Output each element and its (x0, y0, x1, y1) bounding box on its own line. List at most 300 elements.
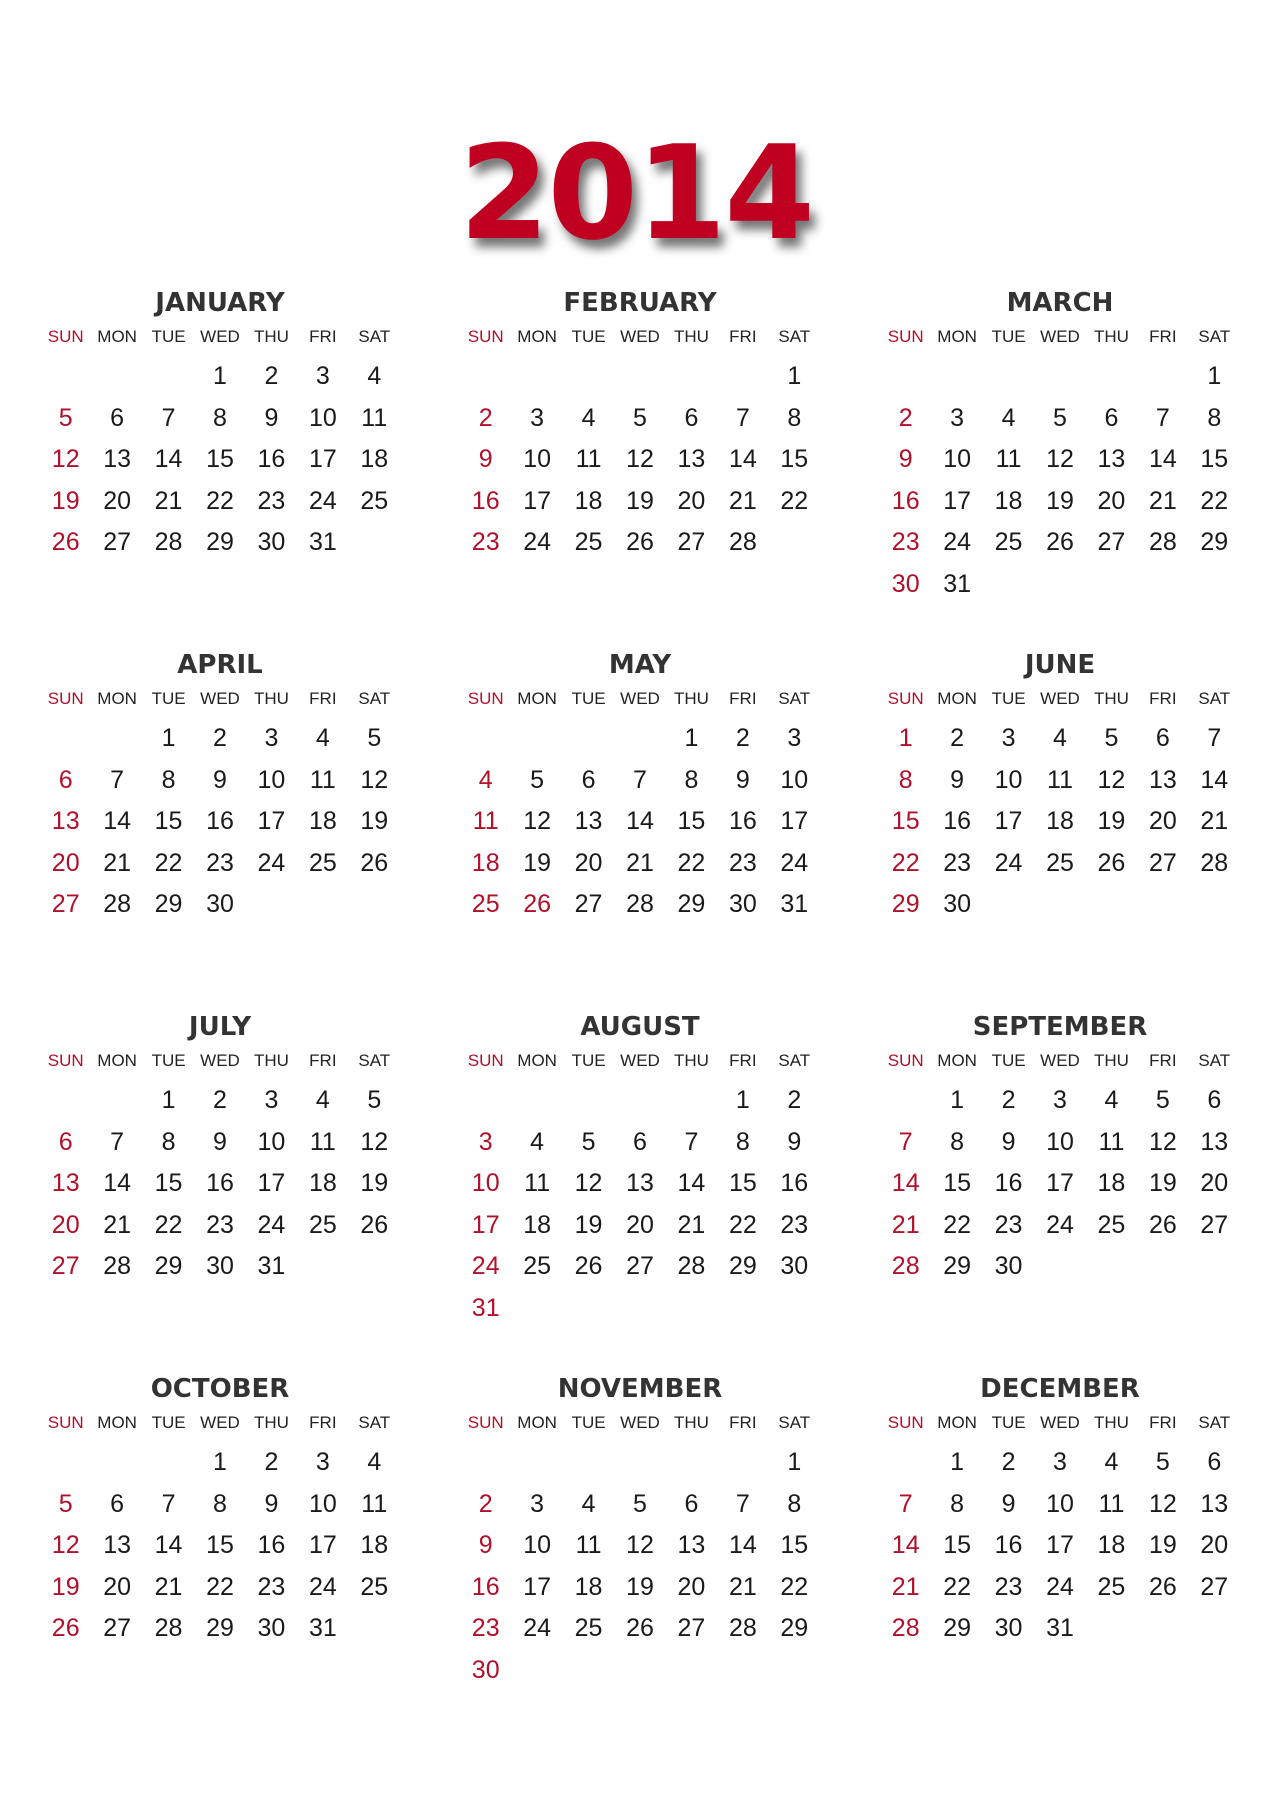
day-cell: 21 (891, 1572, 920, 1601)
weekday-header (460, 1408, 820, 1438)
day-cell: 15 (154, 807, 183, 835)
day-cell: 5 (633, 403, 647, 432)
day-cell: 10 (257, 1127, 286, 1156)
weekday-label: SUN (47, 327, 84, 346)
day-cell: 26 (1097, 848, 1126, 877)
day-cell: 11 (309, 765, 336, 794)
day-cell: 22 (728, 1210, 757, 1239)
weekday-label: MON (517, 1051, 557, 1070)
day-cell: 21 (1148, 486, 1177, 515)
day-cell: 24 (994, 848, 1023, 877)
day-cell: 27 (677, 528, 706, 556)
day-cell: 20 (1097, 486, 1126, 515)
day-cell: 15 (780, 445, 809, 473)
day-cell: 6 (1104, 403, 1119, 432)
weekday-label: MON (517, 1413, 557, 1432)
day-cell: 6 (684, 403, 699, 432)
weekday-label: WED (1040, 1051, 1080, 1070)
day-cell: 13 (1200, 1127, 1229, 1156)
day-cell: 6 (1207, 1448, 1222, 1476)
day-cell: 15 (780, 1531, 809, 1559)
day-cell: 2 (264, 1448, 279, 1476)
day-cell: 3 (315, 362, 330, 390)
day-cell: 25 (1097, 1572, 1126, 1601)
weekday-header (40, 1408, 400, 1438)
day-cell: 31 (257, 1252, 286, 1280)
day-cell: 20 (51, 1210, 80, 1239)
weekday-label: SUN (47, 1051, 84, 1070)
day-cell: 26 (1148, 1210, 1177, 1239)
day-cell: 24 (471, 1252, 500, 1280)
day-cell: 18 (308, 1169, 337, 1197)
day-cell: 27 (1200, 1210, 1229, 1239)
empty-cell (666, 1442, 717, 1484)
day-cell: 19 (1148, 1531, 1177, 1559)
day-cell: 17 (308, 445, 337, 473)
empty-cell (666, 356, 717, 398)
day-cell: 15 (677, 807, 706, 835)
day-cell: 5 (367, 724, 382, 752)
month-name: JANUARY (155, 288, 285, 318)
day-cell: 29 (154, 1252, 183, 1280)
day-cell: 18 (574, 1572, 603, 1601)
day-cell: 18 (360, 445, 389, 473)
day-cell: 21 (626, 848, 654, 877)
day-cell: 13 (103, 445, 132, 473)
day-cell: 2 (1001, 1086, 1016, 1114)
day-cell: 2 (898, 403, 913, 432)
day-cell: 24 (308, 486, 337, 515)
weekday-label: TUE (151, 1051, 186, 1070)
day-cell: 18 (994, 486, 1023, 515)
day-cell: 13 (574, 807, 603, 835)
day-cell: 16 (780, 1169, 809, 1197)
day-cell: 17 (308, 1531, 337, 1559)
weekday-label: WED (1040, 327, 1080, 346)
day-cell: 28 (891, 1252, 920, 1280)
day-cell: 2 (478, 403, 493, 432)
year-title: 2014 (459, 117, 813, 269)
day-cell: 9 (1001, 1127, 1016, 1156)
day-cell: 13 (626, 1169, 654, 1197)
empty-cell (511, 356, 562, 398)
day-cell: 17 (471, 1210, 500, 1239)
day-cell: 3 (315, 1448, 330, 1476)
day-cell: 11 (1098, 1489, 1125, 1518)
day-cell: 21 (891, 1210, 920, 1239)
day-cell: 16 (728, 807, 757, 835)
day-cell: 26 (360, 848, 389, 877)
weekday-label: TUE (991, 327, 1026, 346)
day-cell: 18 (360, 1531, 389, 1559)
weekday-label: SAT (358, 327, 391, 346)
day-cell: 22 (780, 1572, 809, 1601)
day-cell: 11 (361, 403, 388, 432)
day-cell: 8 (213, 1489, 227, 1518)
days-grid (40, 356, 400, 564)
day-cell: 17 (257, 807, 286, 835)
day-cell: 4 (1104, 1086, 1119, 1114)
day-cell: 5 (1155, 1086, 1170, 1114)
day-cell: 1 (787, 1448, 802, 1476)
day-cell: 14 (103, 1169, 132, 1197)
empty-cell (511, 1442, 562, 1484)
day-cell: 5 (367, 1086, 382, 1114)
day-cell: 25 (574, 528, 603, 556)
day-cell: 29 (206, 1614, 234, 1642)
weekday-label: THU (1093, 327, 1129, 346)
day-cell: 8 (898, 765, 913, 794)
day-cell: 6 (684, 1489, 699, 1518)
day-cell: 4 (315, 724, 330, 752)
month-june (880, 648, 1240, 1010)
day-cell: 27 (51, 1252, 80, 1280)
weekday-label: TUE (991, 1413, 1026, 1432)
day-cell: 8 (950, 1489, 965, 1518)
day-cell: 14 (1200, 765, 1229, 794)
day-cell: 16 (471, 1572, 500, 1601)
day-cell: 15 (206, 1531, 234, 1559)
day-cell: 5 (58, 1489, 73, 1518)
day-cell: 17 (780, 807, 809, 835)
day-cell: 1 (161, 1086, 176, 1114)
day-cell: 29 (1200, 528, 1229, 556)
day-cell: 26 (360, 1210, 389, 1239)
month-february (460, 286, 820, 648)
day-cell: 29 (891, 890, 920, 918)
days-grid (40, 1080, 400, 1288)
weekday-label: SAT (358, 689, 391, 708)
weekday-header (40, 684, 400, 714)
day-cell: 5 (1155, 1448, 1170, 1476)
day-cell: 29 (943, 1614, 972, 1642)
weekday-label: FRI (1149, 689, 1177, 708)
empty-cell (511, 1080, 562, 1122)
days-grid (880, 356, 1240, 605)
weekday-label: TUE (991, 689, 1026, 708)
month-december (880, 1372, 1240, 1734)
empty-cell (563, 1080, 614, 1122)
day-cell: 26 (523, 890, 552, 918)
day-cell: 14 (677, 1169, 706, 1197)
empty-cell (460, 1080, 511, 1122)
day-cell: 30 (891, 569, 920, 598)
day-cell: 30 (994, 1614, 1023, 1642)
weekday-label: MON (937, 327, 977, 346)
weekday-label: THU (253, 1051, 289, 1070)
month-name: MAY (608, 650, 672, 680)
day-cell: 22 (206, 1572, 234, 1601)
day-cell: 7 (1207, 724, 1222, 752)
day-cell: 13 (51, 807, 80, 835)
day-cell: 7 (898, 1127, 913, 1156)
day-cell: 12 (1148, 1127, 1177, 1156)
day-cell: 7 (684, 1127, 699, 1156)
weekday-label: MON (97, 1413, 137, 1432)
day-cell: 23 (257, 1572, 286, 1601)
weekday-label: TUE (571, 327, 606, 346)
day-cell: 15 (891, 807, 920, 835)
day-cell: 3 (530, 1489, 545, 1518)
day-cell: 1 (1207, 362, 1222, 390)
month-august (460, 1010, 820, 1372)
day-cell: 3 (950, 403, 965, 432)
day-cell: 8 (950, 1127, 965, 1156)
day-cell: 8 (684, 765, 699, 794)
day-cell: 17 (523, 1572, 552, 1601)
day-cell: 14 (103, 807, 132, 835)
day-cell: 2 (264, 362, 279, 390)
day-cell: 4 (1001, 403, 1016, 432)
day-cell: 22 (891, 848, 920, 877)
day-cell: 1 (161, 724, 176, 752)
weekday-label: WED (620, 689, 660, 708)
day-cell: 8 (787, 1489, 802, 1518)
day-cell: 23 (994, 1210, 1023, 1239)
day-cell: 27 (51, 890, 80, 918)
day-cell: 5 (1104, 724, 1119, 752)
day-cell: 18 (308, 807, 337, 835)
empty-cell (511, 718, 562, 760)
day-cell: 20 (574, 848, 603, 877)
weekday-label: SAT (1198, 1413, 1231, 1432)
day-cell: 10 (1046, 1127, 1074, 1156)
day-cell: 6 (58, 765, 73, 794)
day-cell: 1 (213, 1448, 227, 1476)
day-cell: 9 (478, 445, 493, 473)
day-cell: 27 (103, 1614, 132, 1642)
day-cell: 7 (110, 1127, 125, 1156)
day-cell: 4 (367, 1448, 382, 1476)
day-cell: 20 (51, 848, 80, 877)
day-cell: 17 (943, 486, 972, 515)
day-cell: 23 (471, 528, 500, 556)
day-cell: 23 (471, 1614, 500, 1642)
day-cell: 13 (677, 1531, 706, 1559)
day-cell: 19 (574, 1210, 603, 1239)
day-cell: 5 (530, 765, 545, 794)
day-cell: 15 (943, 1531, 972, 1559)
day-cell: 24 (523, 528, 552, 556)
day-cell: 23 (257, 486, 286, 515)
day-cell: 12 (1046, 445, 1074, 473)
weekday-label: FRI (1149, 327, 1177, 346)
day-cell: 23 (728, 848, 757, 877)
day-cell: 9 (950, 765, 965, 794)
day-cell: 11 (995, 445, 1022, 473)
day-cell: 26 (1148, 1572, 1177, 1601)
day-cell: 24 (780, 848, 809, 877)
day-cell: 8 (1207, 403, 1222, 432)
day-cell: 28 (626, 890, 654, 918)
day-cell: 8 (213, 403, 227, 432)
day-cell: 19 (51, 1572, 80, 1601)
weekday-label: MON (97, 1051, 137, 1070)
day-cell: 23 (943, 848, 972, 877)
empty-cell (40, 356, 91, 398)
weekday-header (880, 684, 1240, 714)
day-cell: 3 (530, 403, 545, 432)
day-cell: 26 (51, 1614, 80, 1642)
weekday-label: WED (1040, 1413, 1080, 1432)
weekday-label: THU (673, 1413, 709, 1432)
day-cell: 12 (1097, 765, 1126, 794)
day-cell: 19 (360, 807, 389, 835)
day-cell: 20 (677, 1572, 706, 1601)
day-cell: 12 (360, 765, 389, 794)
day-cell: 5 (633, 1489, 647, 1518)
day-cell: 17 (1046, 1169, 1074, 1197)
day-cell: 12 (626, 1531, 654, 1559)
weekday-label: FRI (1149, 1413, 1177, 1432)
day-cell: 23 (994, 1572, 1023, 1601)
day-cell: 5 (58, 403, 73, 432)
day-cell: 28 (103, 890, 132, 918)
weekday-label: WED (200, 1051, 240, 1070)
day-cell: 30 (257, 1614, 286, 1642)
days-grid (460, 1442, 820, 1691)
day-cell: 15 (206, 445, 234, 473)
day-cell: 30 (994, 1252, 1023, 1280)
day-cell: 18 (574, 486, 603, 515)
empty-cell (91, 718, 142, 760)
day-cell: 8 (735, 1127, 750, 1156)
weekday-header (460, 322, 820, 352)
day-cell: 24 (523, 1614, 552, 1642)
day-cell: 7 (110, 765, 125, 794)
day-cell: 22 (677, 848, 706, 877)
month-july (40, 1010, 400, 1372)
month-name: DECEMBER (980, 1374, 1140, 1404)
day-cell: 7 (898, 1489, 913, 1518)
day-cell: 23 (891, 528, 920, 556)
day-cell: 2 (735, 724, 750, 752)
day-cell: 30 (780, 1252, 809, 1280)
empty-cell (983, 356, 1034, 398)
day-cell: 24 (1046, 1572, 1074, 1601)
empty-cell (666, 1080, 717, 1122)
day-cell: 30 (206, 890, 234, 918)
day-cell: 29 (206, 528, 234, 556)
day-cell: 13 (1097, 445, 1126, 473)
day-cell: 11 (524, 1169, 551, 1197)
day-cell: 20 (677, 486, 706, 515)
weekday-label: TUE (571, 1413, 606, 1432)
weekday-label: SUN (467, 1413, 504, 1432)
day-cell: 24 (257, 848, 286, 877)
month-name: SEPTEMBER (972, 1012, 1148, 1042)
month-name: OCTOBER (150, 1374, 290, 1404)
day-cell: 26 (626, 1614, 654, 1642)
day-cell: 28 (891, 1614, 920, 1642)
day-cell: 30 (257, 528, 286, 556)
day-cell: 15 (728, 1169, 757, 1197)
weekday-label: SAT (358, 1051, 391, 1070)
weekday-label: THU (673, 327, 709, 346)
day-cell: 24 (1046, 1210, 1074, 1239)
month-name: APRIL (177, 650, 263, 680)
weekday-header (880, 322, 1240, 352)
day-cell: 4 (367, 362, 382, 390)
weekday-label: SUN (887, 1413, 924, 1432)
day-cell: 26 (1046, 528, 1074, 556)
weekday-label: SUN (467, 327, 504, 346)
day-cell: 17 (1046, 1531, 1074, 1559)
day-cell: 28 (728, 528, 757, 556)
day-cell: 24 (943, 528, 972, 556)
day-cell: 4 (478, 765, 493, 794)
day-cell: 2 (478, 1489, 493, 1518)
day-cell: 4 (1053, 724, 1067, 752)
day-cell: 4 (530, 1127, 545, 1156)
day-cell: 22 (154, 848, 183, 877)
month-name: JUNE (1024, 650, 1096, 680)
day-cell: 1 (213, 362, 227, 390)
day-cell: 14 (626, 807, 654, 835)
day-cell: 13 (677, 445, 706, 473)
day-cell: 20 (1148, 807, 1177, 835)
empty-cell (880, 1442, 931, 1484)
day-cell: 29 (943, 1252, 972, 1280)
weekday-header (880, 1408, 1240, 1438)
month-april (40, 648, 400, 1010)
day-cell: 28 (1148, 528, 1177, 556)
day-cell: 21 (103, 1210, 132, 1239)
empty-cell (880, 1080, 931, 1122)
day-cell: 30 (728, 890, 757, 918)
day-cell: 10 (523, 1531, 552, 1559)
empty-cell (717, 356, 768, 398)
day-cell: 16 (994, 1531, 1023, 1559)
day-cell: 10 (943, 445, 972, 473)
day-cell: 9 (898, 445, 913, 473)
day-cell: 19 (1097, 807, 1126, 835)
day-cell: 2 (787, 1086, 802, 1114)
day-cell: 1 (950, 1086, 965, 1114)
day-cell: 16 (206, 1169, 234, 1197)
weekday-label: TUE (151, 689, 186, 708)
day-cell: 9 (1001, 1489, 1016, 1518)
day-cell: 19 (626, 486, 654, 515)
day-cell: 21 (677, 1210, 706, 1239)
day-cell: 9 (787, 1127, 802, 1156)
day-cell: 9 (264, 1489, 279, 1518)
day-cell: 25 (994, 528, 1023, 556)
day-cell: 27 (574, 890, 603, 918)
day-cell: 31 (308, 1614, 337, 1642)
day-cell: 11 (1098, 1127, 1125, 1156)
weekday-label: THU (1093, 1051, 1129, 1070)
weekday-label: THU (1093, 689, 1129, 708)
day-cell: 18 (1097, 1169, 1126, 1197)
day-cell: 3 (264, 724, 279, 752)
day-cell: 24 (257, 1210, 286, 1239)
day-cell: 7 (161, 403, 176, 432)
weekday-label: SUN (467, 689, 504, 708)
day-cell: 21 (728, 1572, 757, 1601)
weekday-label: FRI (309, 1051, 337, 1070)
day-cell: 22 (943, 1210, 972, 1239)
weekday-label: MON (937, 1051, 977, 1070)
empty-cell (91, 356, 142, 398)
weekday-label: SUN (47, 1413, 84, 1432)
day-cell: 15 (1200, 445, 1229, 473)
day-cell: 9 (264, 403, 279, 432)
weekday-label: THU (1093, 1413, 1129, 1432)
weekday-label: FRI (729, 689, 757, 708)
day-cell: 25 (308, 1210, 337, 1239)
day-cell: 28 (154, 1614, 183, 1642)
